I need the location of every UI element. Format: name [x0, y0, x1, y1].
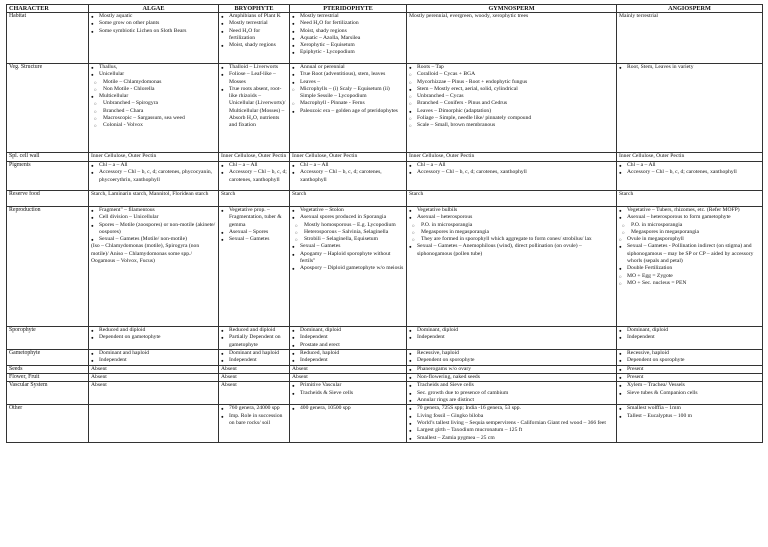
- list-item: ● Independent: [292, 334, 404, 341]
- cell-habitat-algae: [89, 13, 219, 64]
- list-item: ○ Macroscopic – Sargassum, sea weed: [91, 115, 216, 122]
- cell-reserve-food-gymnosperm: [407, 191, 617, 207]
- list-item: ● Tracheids and Sieve cells: [409, 382, 614, 389]
- list-item: ● Sexual – Gametes: [292, 243, 404, 250]
- list-item: ● Vegetative – Stolon: [292, 207, 404, 214]
- row-reserve-food: [7, 191, 763, 207]
- cell-vascular-system-bryophyte: [219, 382, 290, 405]
- list-item: Absent: [221, 382, 237, 389]
- cell-gametophyte-pteridophyte: [290, 349, 407, 365]
- list-item: ● Living fossil – Gingko biloba: [409, 413, 614, 420]
- list-item: ● Need H₂O for fertilization: [221, 28, 287, 43]
- list-item: ● Aquatic – Azolla, Marsilea: [292, 35, 404, 42]
- list-item: ● Unicellular: [91, 71, 216, 78]
- list-item: Absent: [221, 365, 237, 372]
- row-other: [7, 405, 763, 442]
- list-item: ○ Strobili – Selaginella, Equisetum: [292, 236, 404, 243]
- cell-list: [619, 374, 760, 381]
- list-item: ● Smallest – Zamia pygmea – 25 cm: [409, 435, 614, 442]
- list-item: ○ Ovule in megasporophyll: [619, 236, 760, 243]
- list-item: (Iso – Chlamydomonas (motile), Spirogyra (non motile)/ Aniso – Chlamydomonas some spp./ Oogamous – Volvox, Fucus): [91, 243, 200, 265]
- list-item: ● Accessory – Chl – b, c, d; carotenes, xanthophyll: [409, 169, 614, 176]
- list-item: ● Chl – a – All: [91, 162, 216, 169]
- list-item: ○ Heterosporous – Salvinia, Selaginella: [292, 229, 404, 236]
- cell-flower-fruit-angiosperm: [617, 374, 763, 382]
- header-row: [7, 5, 763, 13]
- cell-list: [619, 191, 760, 198]
- list-item: ● Mostly aquatic: [91, 13, 216, 20]
- list-item: Absent: [91, 374, 107, 381]
- list-item: ○ Motile – Chlamydomonas: [91, 79, 216, 86]
- list-item: ● Smallest wolffia – 1mm: [619, 405, 760, 412]
- cell-list: [619, 327, 760, 342]
- list-item: ● 400 genera, 10500 spp: [292, 405, 404, 412]
- list-item: Absent: [91, 365, 107, 372]
- cell-list: [409, 191, 614, 198]
- cell-reserve-food-algae: [89, 191, 219, 207]
- cell-list: [221, 64, 287, 130]
- list-item: ● Dominant, diploid: [409, 327, 614, 334]
- list-item: ○ Scale – Small, brown membranous: [409, 122, 614, 129]
- list-item: ● Chl – a – All: [409, 162, 614, 169]
- cell-list: [292, 374, 404, 381]
- row-seeds: [7, 365, 763, 373]
- cell-sporophyte-pteridophyte: [290, 327, 407, 350]
- cell-list: [292, 162, 404, 184]
- cell-list: [409, 382, 614, 404]
- cell-list: [619, 64, 760, 71]
- list-item: ● Annual or perennial: [292, 64, 404, 71]
- cell-list: [619, 405, 760, 420]
- list-item: ○ P.O. in microsporangia: [619, 222, 760, 229]
- list-item: ○ Megaspores in megasporangia: [409, 229, 614, 236]
- header-angiosperm: ANGIOSPERM: [617, 5, 763, 13]
- cell-list: [292, 382, 404, 397]
- row-label: Flower, Fruit: [7, 374, 89, 382]
- list-item: ○ MO + Egg = Zygote: [619, 273, 760, 280]
- cell-flower-fruit-pteridophyte: [290, 374, 407, 382]
- list-item: ● Dependent on sporophyte: [619, 357, 760, 364]
- cell-list: [619, 207, 760, 287]
- list-item: ● Asexual – heterosporous: [409, 214, 614, 221]
- row-reproduction: [7, 207, 763, 327]
- list-item: ● Asexual – heterosporous to form gametophyte: [619, 214, 760, 221]
- cell-list: [409, 153, 614, 160]
- cell-veg-structure-angiosperm: [617, 64, 763, 153]
- list-item: ● Fragment" – filamentous: [91, 207, 216, 214]
- cell-gametophyte-angiosperm: [617, 349, 763, 365]
- list-item: ● Need H₂O for fertilization: [292, 20, 404, 27]
- list-item: ● Accessory – Chl – b, c, d; carotenes, phycocyanin, phycoerythrin, xanthophyll: [91, 169, 216, 184]
- header-gymnosperm: GYMNOSPERM: [407, 5, 617, 13]
- cell-list: [91, 13, 216, 35]
- cell-list: [409, 162, 614, 177]
- row-label: Reproduction: [7, 207, 89, 327]
- list-item: ● Apogamy – Haploid sporophyte without fertils": [292, 251, 404, 266]
- list-item: ● Asexual spores produced in Sporangia: [292, 214, 404, 221]
- cell-list: [221, 191, 287, 198]
- list-item: ○ P.O. in microsporangia: [409, 222, 614, 229]
- row-gametophyte: [7, 349, 763, 365]
- list-item: ● 760 genera, 24000 spp: [221, 405, 287, 412]
- list-item: ● Chl – a – All: [221, 162, 287, 169]
- cell-list: [409, 327, 614, 342]
- cell-vascular-system-pteridophyte: [290, 382, 407, 405]
- list-item: ● Asexual – Spores: [221, 229, 287, 236]
- row-sporophyte: [7, 327, 763, 350]
- list-item: ● Root, Stem, Leaves in variety: [619, 64, 760, 71]
- cell-flower-fruit-algae: [89, 374, 219, 382]
- cell-list: [91, 382, 216, 389]
- list-item: ● Accessory – Chl – b, c, d; carotenes, xanthophyll: [221, 169, 287, 184]
- row-vascular-system: [7, 382, 763, 405]
- cell-list: [409, 207, 614, 258]
- cell-pigments-gymnosperm: [407, 162, 617, 191]
- list-item: ○ Megaspores in megasporangia: [619, 229, 760, 236]
- list-item: Inner Cellulose, Outer Pectin: [619, 153, 685, 159]
- list-item: Starch: [292, 191, 307, 197]
- cell-habitat-bryophyte: [219, 13, 290, 64]
- cell-other-gymnosperm: [407, 405, 617, 442]
- list-item: ● Leaves – Dimorphic (adaptation): [409, 108, 614, 115]
- cell-list: [221, 374, 287, 381]
- cell-list: [409, 366, 614, 373]
- cell-list: [91, 153, 216, 160]
- cell-list: [292, 350, 404, 365]
- list-item: ● Accessory – Chl – b, c, d; carotenes, xanthophyll: [619, 169, 760, 176]
- list-item: ● Independent: [619, 334, 760, 341]
- list-item: ● Prostate and erect: [292, 342, 404, 349]
- list-item: ● Sexual – Gametes - Pollination indirect (on stigma) and siphonogamous – may be SP or CP – aided by accessory whorls (sepals and petal): [619, 243, 760, 265]
- list-item: ○ Unbranched – Cycas: [409, 93, 614, 100]
- cell-reproduction-bryophyte: [219, 207, 290, 327]
- comparison-table: [6, 4, 763, 443]
- row-flower-fruit: [7, 374, 763, 382]
- list-item: Absent: [292, 365, 308, 372]
- list-item: Absent: [91, 382, 107, 389]
- row-label: Other: [7, 405, 89, 442]
- list-item: Mainly terrestrial: [619, 13, 658, 19]
- list-item: ● Dominant and haploid: [91, 350, 216, 357]
- cell-list: [409, 13, 614, 20]
- list-item: ● Epiphytic - Lycopodium: [292, 49, 404, 56]
- cell-reserve-food-pteridophyte: [290, 191, 407, 207]
- list-item: Absent: [292, 374, 308, 381]
- cell-list: [292, 207, 404, 273]
- cell-seeds-algae: [89, 365, 219, 373]
- row-label: Seeds: [7, 365, 89, 373]
- list-item: ● Dependent on gametophyte: [91, 334, 216, 341]
- list-item: ● Largest girth – Taxodium mucronatum – 125 ft: [409, 427, 614, 434]
- list-item: ● Mostly terrestrial: [221, 20, 287, 27]
- list-item: ○ Unbranched – Spirogyra: [91, 100, 216, 107]
- cell-reproduction-angiosperm: [617, 207, 763, 327]
- list-item: Inner Cellulose, Outer Pectin: [292, 153, 358, 159]
- cell-list: [409, 350, 614, 365]
- cell-vascular-system-angiosperm: [617, 382, 763, 405]
- list-item: ● 70 genera, 725S spp; India -16 genera, 53 spp.: [409, 405, 614, 412]
- cell-pigments-pteridophyte: [290, 162, 407, 191]
- list-item: ○ They are formed in sporophyll which aggregate to form cones/ strobilus/ lax: [409, 236, 614, 243]
- cell-list: [221, 13, 287, 49]
- list-item: ● Dominant and haploid: [221, 350, 287, 357]
- list-item: Inner Cellulose, Outer Pectin: [91, 153, 157, 159]
- cell-sporophyte-angiosperm: [617, 327, 763, 350]
- cell-list: [91, 350, 216, 365]
- row-label: Gametophyte: [7, 349, 89, 365]
- list-item: ● Xylem – Trachea/ Vessels: [619, 382, 760, 389]
- list-item: ○ Non Motile - Chlorella: [91, 86, 216, 93]
- cell-habitat-gymnosperm: [407, 13, 617, 64]
- list-item: Starch: [221, 191, 236, 197]
- list-item: ○ Macrophyll - Pinnate - Ferns: [292, 100, 404, 107]
- cell-list: [91, 374, 216, 381]
- cell-pigments-angiosperm: [617, 162, 763, 191]
- cell-list: [619, 366, 760, 373]
- list-item: ● Independent: [221, 357, 287, 364]
- list-item: Inner Cellulose, Outer Pectin: [221, 153, 287, 159]
- cell-seeds-pteridophyte: [290, 365, 407, 373]
- row-habitat: [7, 13, 763, 64]
- cell-vascular-system-algae: [89, 382, 219, 405]
- cell-gametophyte-gymnosperm: [407, 349, 617, 365]
- list-item: ● Dominant, diploid: [619, 327, 760, 334]
- cell-spl-cell-wall-angiosperm: [617, 153, 763, 162]
- list-item: ● Reduced and diploid: [91, 327, 216, 334]
- cell-other-pteridophyte: [290, 405, 407, 442]
- list-item: ● Moist, shady regions: [221, 42, 287, 49]
- list-item: ● World’s tallest living – Sequia sempervirens - Californian Giant red wood – 366 feet: [409, 420, 614, 427]
- cell-veg-structure-gymnosperm: [407, 64, 617, 153]
- cell-list: [619, 350, 760, 365]
- cell-sporophyte-bryophyte: [219, 327, 290, 350]
- list-item: ○ Mycorhizzae – Pinus - Root + endophytic fungus: [409, 79, 614, 86]
- list-item: ● Vegetative prop. – Fragmentation, tuber & gemma: [221, 207, 287, 229]
- list-item: ● Reduced and diploid: [221, 327, 287, 334]
- list-item: ● Non-flowering, naked seeds: [409, 374, 614, 381]
- cell-list: [409, 64, 614, 130]
- cell-list: [91, 64, 216, 130]
- cell-reserve-food-bryophyte: [219, 191, 290, 207]
- list-item: Starch, Laminarin starch, Mannitol, Floridean starch: [91, 191, 209, 197]
- cell-list: [221, 405, 287, 427]
- row-veg-structure: [7, 64, 763, 153]
- cell-list: [619, 153, 760, 160]
- cell-reproduction-algae: [89, 207, 219, 327]
- cell-seeds-bryophyte: [219, 365, 290, 373]
- list-item: ● Imp. Role in succession on bare rocks/ soil: [221, 413, 287, 428]
- list-item: ● Some grow on other plants: [91, 20, 216, 27]
- list-item: ● Spores – Motile (zoospores) or non-motile (akinete/ oospores): [91, 222, 216, 237]
- header-bryophyte: BRYOPHYTE: [219, 5, 290, 13]
- row-spl-cell-wall: [7, 153, 763, 162]
- cell-flower-fruit-bryophyte: [219, 374, 290, 382]
- list-item: Starch: [409, 191, 424, 197]
- list-item: ● Chl – a – All: [619, 162, 760, 169]
- list-item: ● Cell division – Unicellular: [91, 214, 216, 221]
- list-item: ● Sec. growth due to presence of cambium: [409, 390, 614, 397]
- cell-list: [292, 405, 404, 412]
- list-item: ● Mostly terrestrial: [292, 13, 404, 20]
- cell-flower-fruit-gymnosperm: [407, 374, 617, 382]
- cell-list: [91, 366, 216, 373]
- cell-other-algae: [89, 405, 219, 442]
- cell-sporophyte-algae: [89, 327, 219, 350]
- table-body: [7, 13, 763, 443]
- cell-pigments-bryophyte: [219, 162, 290, 191]
- cell-list: [292, 13, 404, 57]
- cell-list: [91, 327, 216, 342]
- cell-list: [409, 405, 614, 441]
- list-item: ● Chl – a – All: [292, 162, 404, 169]
- list-item: ● Present: [619, 366, 760, 373]
- list-item: Absent: [221, 374, 237, 381]
- cell-list: [221, 153, 287, 160]
- cell-list: [292, 64, 404, 115]
- list-item: ● Sexual – Gametes (Motile/ non-motile): [91, 236, 216, 243]
- list-item: ○ Coralloid – Cycas + BGA: [409, 71, 614, 78]
- cell-list: [221, 327, 287, 349]
- list-item: ● Leaves –: [292, 79, 404, 86]
- cell-spl-cell-wall-pteridophyte: [290, 153, 407, 162]
- list-item: ● Sexual – Gametes: [221, 236, 287, 243]
- cell-list: [91, 191, 216, 198]
- list-item: ● Present: [619, 374, 760, 381]
- list-item: ● Vegetative – Tubers, rhizomes, etc. (Refer MOFP): [619, 207, 760, 214]
- cell-habitat-angiosperm: [617, 13, 763, 64]
- cell-list: [292, 366, 404, 373]
- list-item: ○ Mostly homosporous – E.g. Lycopodium: [292, 222, 404, 229]
- cell-list: [221, 382, 287, 389]
- cell-list: [91, 207, 216, 265]
- row-label: Habitat: [7, 13, 89, 64]
- cell-list: [221, 162, 287, 184]
- list-item: ● Tracheids & Sieve cells: [292, 390, 404, 397]
- list-item: ○ Branched – Conifers - Pinus and Cedrus: [409, 100, 614, 107]
- list-item: ● Xerophytic – Equisetum: [292, 42, 404, 49]
- list-item: Inner Cellulose, Outer Pectin: [409, 153, 475, 159]
- cell-veg-structure-bryophyte: [219, 64, 290, 153]
- list-item: ● Annular rings are distinct: [409, 397, 614, 404]
- list-item: ● Stem – Mostly erect, aerial, solid, cylindrical: [409, 86, 614, 93]
- cell-seeds-angiosperm: [617, 365, 763, 373]
- list-item: ● Recessive, haploid: [619, 350, 760, 357]
- cell-list: [619, 162, 760, 177]
- list-item: ● Vegetative bulbils: [409, 207, 614, 214]
- list-item: ● Double Fertilization: [619, 265, 760, 272]
- cell-gametophyte-bryophyte: [219, 349, 290, 365]
- cell-list: [292, 153, 404, 160]
- row-label: Reserve food: [7, 191, 89, 207]
- cell-sporophyte-gymnosperm: [407, 327, 617, 350]
- list-item: ● Tallest – Eucalyptus – 100 m: [619, 413, 760, 420]
- cell-spl-cell-wall-gymnosperm: [407, 153, 617, 162]
- list-item: ● Multicellular: [91, 93, 216, 100]
- list-item: ● True Root (adventitious), stem, leaves: [292, 71, 404, 78]
- list-item: Starch: [619, 191, 634, 197]
- list-item: ● Some symbiotic Lichen on Sloth Bears: [91, 28, 216, 35]
- cell-gametophyte-algae: [89, 349, 219, 365]
- list-item: ● True roots absent, root-like rhizoids – Unicellular (Liverworts)/ Multicellular (Mosses) – Absorb H₂O, nutrients and fixation: [221, 86, 287, 130]
- cell-pigments-algae: [89, 162, 219, 191]
- cell-reproduction-gymnosperm: [407, 207, 617, 327]
- list-item: ● Apospory – Diploid gametophyte w/o meiosis: [292, 265, 404, 272]
- cell-list: [221, 350, 287, 365]
- list-item: ○ Microphylls – (i) Scaly – Equisetum (ii) Simple Sessile – Lycopodium: [292, 86, 404, 101]
- list-item: ● Independent: [409, 334, 614, 341]
- list-item: ● Thalloid – Liverworts: [221, 64, 287, 71]
- header-character: CHARACTER: [7, 5, 89, 13]
- cell-list: [292, 191, 404, 198]
- cell-veg-structure-algae: [89, 64, 219, 153]
- cell-spl-cell-wall-algae: [89, 153, 219, 162]
- cell-spl-cell-wall-bryophyte: [219, 153, 290, 162]
- row-pigments: [7, 162, 763, 191]
- list-item: ● Accessory – Chl – b, c, d; carotenes, xanthophyll: [292, 169, 404, 184]
- list-item: ● Dependent on sporophyte: [409, 357, 614, 364]
- list-item: ● Phanerogams w/o ovary: [409, 366, 614, 373]
- cell-list: [409, 374, 614, 381]
- list-item: ○ MO + Sec. nucleus = PEN: [619, 280, 760, 287]
- cell-list: [619, 382, 760, 397]
- cell-veg-structure-pteridophyte: [290, 64, 407, 153]
- list-item: ○ Foliage – Simple, needle like/ pinnately compound: [409, 115, 614, 122]
- list-item: ● Amphibians of Plant K: [221, 13, 287, 20]
- list-item: ● Independent: [292, 357, 404, 364]
- row-label: Sporophyte: [7, 327, 89, 350]
- cell-list: [91, 162, 216, 184]
- list-item: ● Paleozoic era – golden age of pteridophytes: [292, 108, 404, 115]
- cell-list: [292, 327, 404, 349]
- cell-list: [221, 366, 287, 373]
- header-algae: ALGAE: [89, 5, 219, 13]
- list-item: ● Foliose – Leaf-like – Mosses: [221, 71, 287, 86]
- cell-seeds-gymnosperm: [407, 365, 617, 373]
- cell-list: [619, 13, 760, 20]
- list-item: ○ Branched – Chara: [91, 108, 216, 115]
- cell-other-angiosperm: [617, 405, 763, 442]
- cell-reserve-food-angiosperm: [617, 191, 763, 207]
- list-item: ● Dominant, diploid: [292, 327, 404, 334]
- row-label: Pigments: [7, 162, 89, 191]
- cell-vascular-system-gymnosperm: [407, 382, 617, 405]
- list-item: ● Recessive, haploid: [409, 350, 614, 357]
- cell-habitat-pteridophyte: [290, 13, 407, 64]
- list-item: ● Sieve tubes & Companion cells: [619, 390, 760, 397]
- cell-reproduction-pteridophyte: [290, 207, 407, 327]
- list-item: ● Sexual – Gametes – Anemophilous (wind), direct pollination (on ovule) – siphonogamous (pollen tube): [409, 243, 614, 258]
- cell-other-bryophyte: [219, 405, 290, 442]
- list-item: ● Reduced, haploid: [292, 350, 404, 357]
- cell-list: [221, 207, 287, 243]
- list-item: ● Independent: [91, 357, 216, 364]
- list-item: Mostly perennial, evergreen, woody, xerophytic trees: [409, 13, 529, 19]
- row-label: Spl. cell wall: [7, 153, 89, 162]
- list-item: ● Moist, shady regions: [292, 28, 404, 35]
- row-label: Veg. Structure: [7, 64, 89, 153]
- header-pteridophyte: PTERIDOPHYTE: [290, 5, 407, 13]
- list-item: ● Partially Dependent on gametophyte: [221, 334, 287, 349]
- list-item: ○ Colonial - Volvox: [91, 122, 216, 129]
- row-label: Vascular System: [7, 382, 89, 405]
- list-item: ● Primitive Vascular: [292, 382, 404, 389]
- list-item: ● Roots – Tap: [409, 64, 614, 71]
- list-item: ● Thallus,: [91, 64, 216, 71]
